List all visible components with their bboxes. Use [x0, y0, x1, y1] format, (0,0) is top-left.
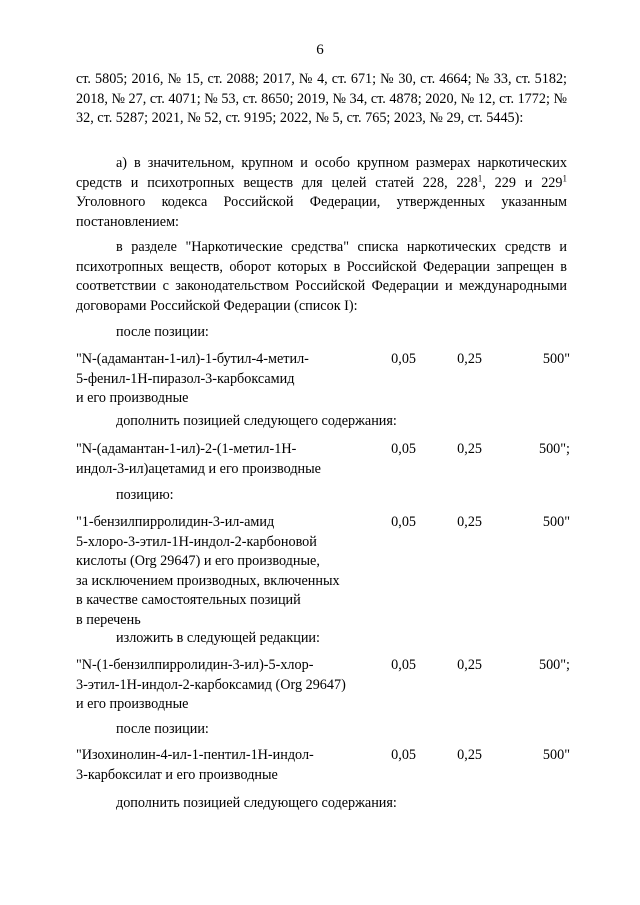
- substance-name: "Изохинолин-4-ил-1-пентил-1Н-индол- 3-карбоксилат и его производные: [76, 747, 314, 783]
- item-a-text-2: , 229 и 229: [482, 174, 563, 191]
- value-large: 0,25: [457, 747, 482, 763]
- label-add-position: дополнить позицией следующего содержания:: [116, 413, 397, 429]
- value-large: 0,25: [457, 351, 482, 367]
- label-restate: изложить в следующей редакции:: [116, 630, 320, 646]
- substance-name: "1-бензилпирролидин-3-ил-амид 5-хлоро-3-этил-1Н-индол-2-карбоновой кислоты (Org 29647) и его производные, за исключением производных, включенных в качестве самостоятельных позиций в перечень: [76, 514, 340, 628]
- value-especially-large: 500";: [538, 657, 570, 673]
- substance-name: "N-(адамантан-1-ил)-1-бутил-4-метил- 5-фенил-1Н-пиразол-3-карбоксамид и его производные: [76, 351, 309, 406]
- value-especially-large: 500";: [538, 441, 570, 457]
- section-paragraph: в разделе "Наркотические средства" списка наркотических средств и психотропных веществ, оборот которых в Российской Федерации запрещен в соответствии с законодательством Российской Федерации и международными договорами Российской Федерации (список I):: [76, 239, 567, 314]
- item-a-text-3: Уголовного кодекса Российской Федерации, утвержденных указанным постановлением:: [76, 194, 567, 230]
- value-large: 0,25: [457, 441, 482, 457]
- value-large: 0,25: [457, 514, 482, 530]
- item-a-text-1: а) в значительном, крупном и особо крупном размерах наркотических средств и психотропных веществ для целей статей 228, 228: [76, 155, 567, 191]
- value-large: 0,25: [457, 657, 482, 673]
- label-position: позицию:: [116, 487, 174, 503]
- value-significant: 0,05: [391, 514, 416, 530]
- superscript-2: 1: [562, 172, 567, 183]
- superscript-1: 1: [477, 172, 483, 183]
- value-especially-large: 500": [542, 351, 570, 367]
- intro-paragraph: ст. 5805; 2016, № 15, ст. 2088; 2017, № 4, ст. 671; № 30, ст. 4664; № 33, ст. 5182; 2018, № 27, ст. 4071; № 53, ст. 8650; 2019, № 34, ст. 4878; 2020, № 12, ст. 1772; № 32, ст. 5287; 2021, № 52, ст. 9195; 2022, № 5, ст. 765; 2023, № 29, ст. 5445):: [76, 71, 567, 126]
- label-add-position: дополнить позицией следующего содержания:: [116, 795, 397, 811]
- page-number: 6: [316, 42, 324, 58]
- substance-name: "N-(адамантан-1-ил)-2-(1-метил-1Н- индол-3-ил)ацетамид и его производные: [76, 441, 321, 477]
- value-significant: 0,05: [391, 657, 416, 673]
- value-especially-large: 500": [542, 514, 570, 530]
- value-significant: 0,05: [391, 441, 416, 457]
- substance-name: "N-(1-бензилпирролидин-3-ил)-5-хлор- 3-этил-1Н-индол-2-карбоксамид (Org 29647) и его производные: [76, 657, 346, 712]
- value-significant: 0,05: [391, 351, 416, 367]
- label-after-position: после позиции:: [116, 324, 209, 340]
- value-especially-large: 500": [542, 747, 570, 763]
- value-significant: 0,05: [391, 747, 416, 763]
- item-a-paragraph: [76, 154, 567, 232]
- label-after-position: после позиции:: [116, 721, 209, 737]
